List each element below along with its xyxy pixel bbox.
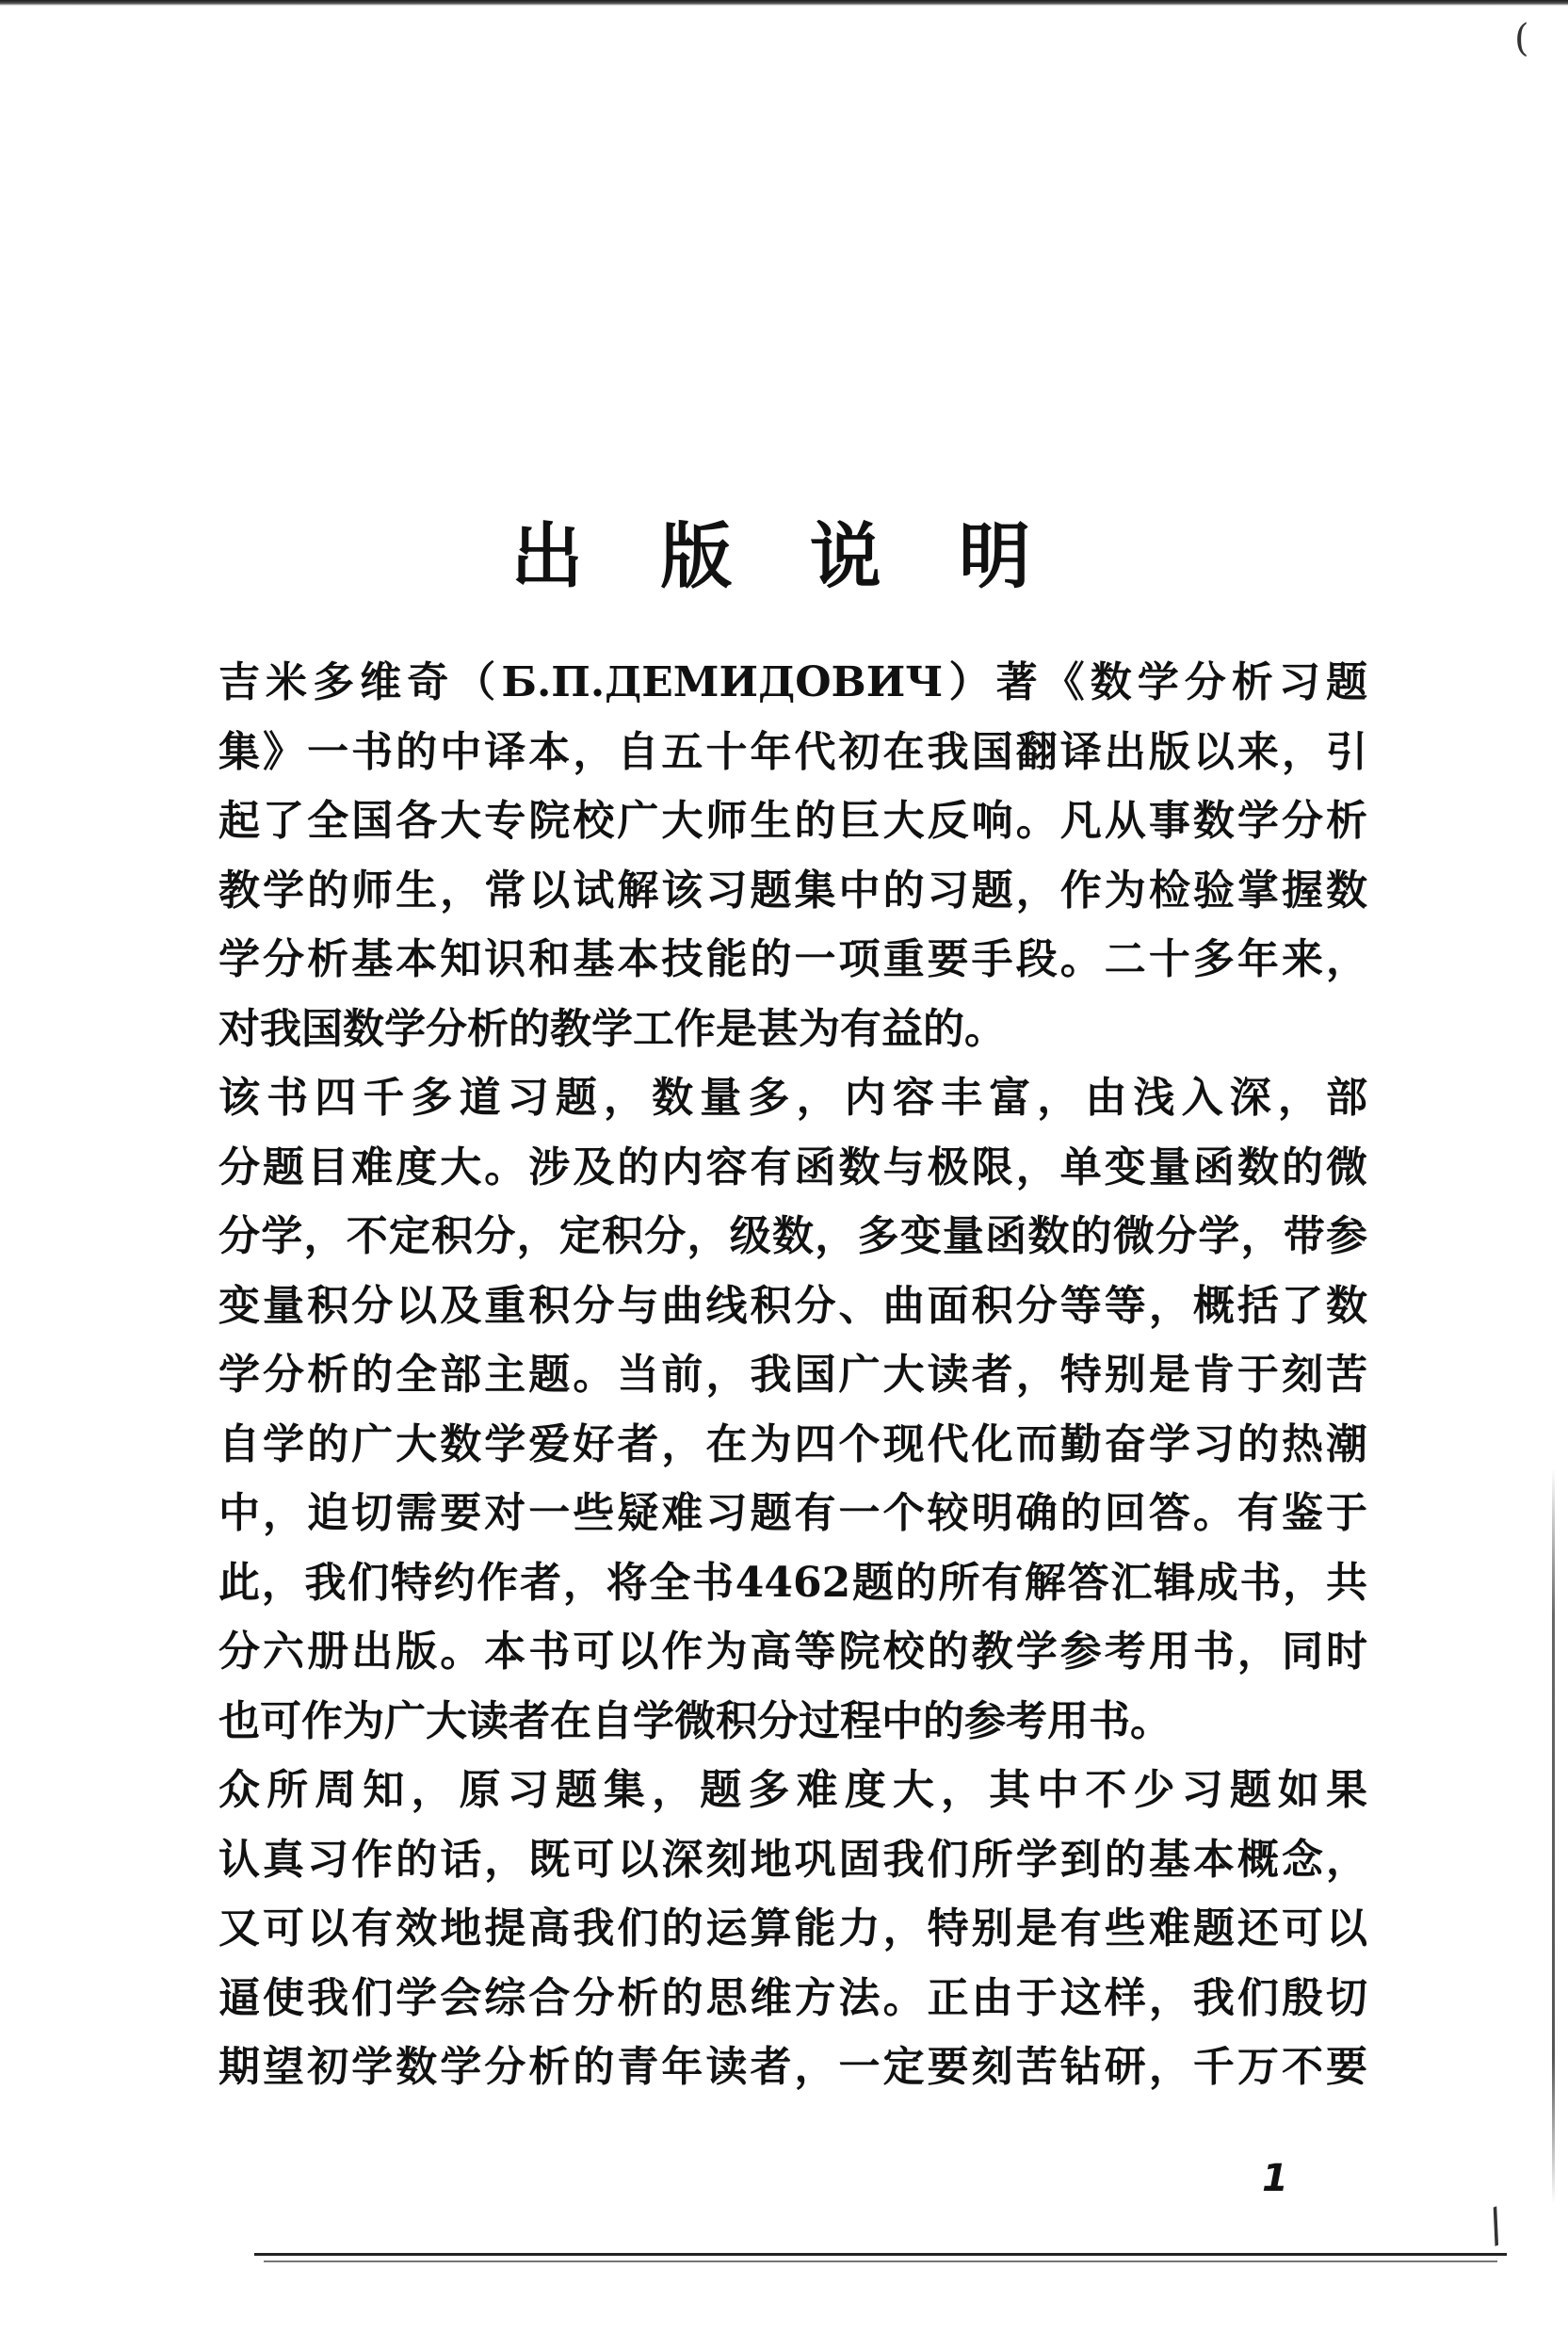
page-number: 1 — [1262, 2157, 1288, 2200]
scan-mark-top-right: ( — [1514, 17, 1529, 60]
paragraph-2-line-10: 也可作为广大读者在自学微积分过程中的参考用书。 — [218, 1696, 1172, 1745]
paragraph-1-line-6: 对我国数学分析的教学工作是甚为有益的。 — [218, 1004, 1006, 1053]
paragraph-2-line-6: 自学的广大数学爱好者，在为四个现代化而勤奋学习的热潮 — [218, 1419, 1367, 1468]
paragraph-3-line-1: 众所周知，原习题集，题多难度大，其中不少习题如果 — [218, 1766, 1367, 1814]
paragraph-1-line-3: 起了全国各大专院校广大师生的巨大反响。凡从事数学分析 — [218, 797, 1367, 845]
paragraph-1-line-5: 学分析基本知识和基本技能的一项重要手段。二十多年来， — [218, 935, 1367, 983]
paragraph-3-line-2: 认真习作的话，既可以深刻地巩固我们所学到的基本概念， — [218, 1835, 1367, 1884]
paragraph-2-line-2: 分题目难度大。涉及的内容有函数与极限，单变量函数的微 — [218, 1142, 1367, 1191]
scan-mark-bottom-right: / — [1479, 2197, 1512, 2254]
body-text — [218, 648, 1367, 2102]
paragraph-2-line-7: 中，迫切需要对一些疑难习题有一个较明确的回答。有鉴于 — [218, 1489, 1367, 1537]
scan-bottom-edge-shadow — [264, 2260, 1497, 2262]
scan-top-edge — [0, 0, 1568, 6]
paragraph-3-line-5: 期望初学数学分析的青年读者，一定要刻苦钻研，千万不要 — [218, 2043, 1367, 2091]
paragraph-2-line-1: 该书四千多道习题，数量多，内容丰富，由浅入深，部 — [218, 1074, 1367, 1122]
paragraph-1-line-1: 吉米多维奇（Б.П.ДЕМИДОВИЧ）著《数学分析习题 — [218, 658, 1367, 706]
paragraph-2-line-9: 分六册出版。本书可以作为高等院校的教学参考用书，同时 — [218, 1628, 1367, 1676]
page-title: 出 版 说 明 — [510, 513, 1058, 598]
scan-bottom-edge — [254, 2253, 1507, 2256]
paragraph-3-line-4: 逼使我们学会综合分析的思维方法。正由于这样，我们殷切 — [218, 1973, 1367, 2022]
paragraph-2-line-5: 学分析的全部主题。当前，我国广大读者，特别是肯于刻苦 — [218, 1351, 1367, 1399]
paragraph-3-line-3: 又可以有效地提高我们的运算能力，特别是有些难题还可以 — [218, 1904, 1367, 1952]
paragraph-1-line-4: 教学的师生，常以试解该习题集中的习题，作为检验掌握数 — [218, 866, 1367, 915]
scan-right-edge — [1552, 1469, 1555, 2204]
paragraph-2-line-3: 分学，不定积分，定积分，级数，多变量函数的微分学，带参 — [218, 1212, 1367, 1260]
paragraph-2-line-4: 变量积分以及重积分与曲线积分、曲面积分等等，概括了数 — [218, 1281, 1367, 1330]
paragraph-2-line-8: 此，我们特约作者，将全书4462题的所有解答汇辑成书，共 — [218, 1558, 1367, 1607]
paragraph-1-line-2: 集》一书的中译本，自五十年代初在我国翻译出版以来，引 — [218, 727, 1367, 776]
